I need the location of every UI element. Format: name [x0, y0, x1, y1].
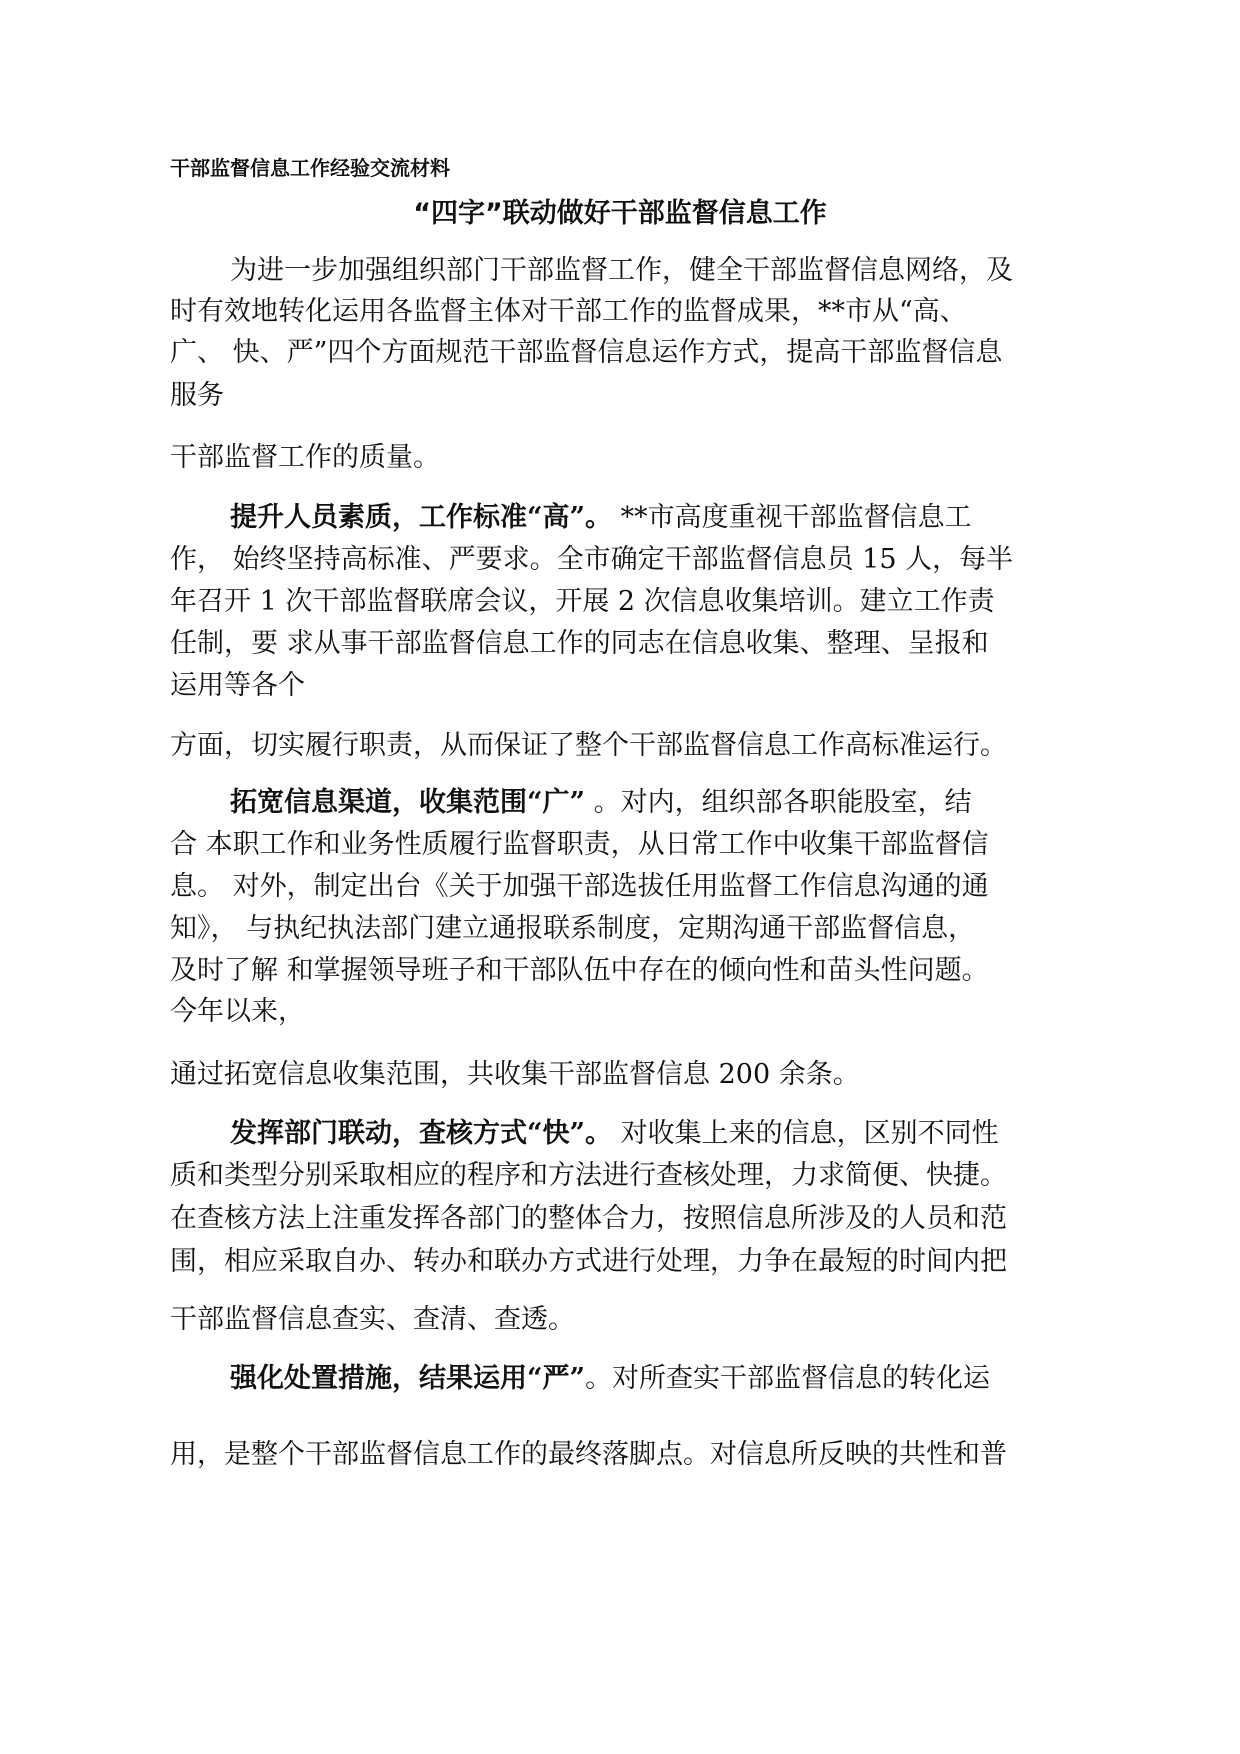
section-guang-line-7: 通过拓宽信息收集范围，共收集干部监督信息 200 余条。 — [170, 1059, 860, 1090]
section-guang-line-3: 息。 对外，制定出台《关于加强干部选拔任用监督工作信息沟通的通 — [170, 871, 989, 902]
section-guang-heading: 拓宽信息渠道，收集范围“广” — [230, 787, 586, 818]
intro-line-1: 为进一步加强组织部门干部监督工作，健全干部监督信息网络，及 — [230, 255, 1013, 286]
intro-line-5: 干部监督工作的质量。 — [170, 442, 440, 473]
section-kuai-line-3: 在查核方法上注重发挥各部门的整体合力，按照信息所涉及的人员和范 — [170, 1203, 1007, 1234]
document-header-label: 干部监督信息工作经验交流材料 — [170, 156, 450, 180]
section-kuai-line-5: 干部监督信息查实、查清、查透。 — [170, 1304, 575, 1335]
intro-line-2: 时有效地转化运用各监督主体对干部工作的监督成果，**市从“高、 — [170, 296, 967, 327]
section-guang-line-4: 知》， 与执纪执法部门建立通报联系制度，定期沟通干部监督信息， — [170, 913, 976, 944]
section-gao-line-3: 年召开 1 次干部监督联席会议，开展 2 次信息收集培训。建立工作责 — [170, 586, 995, 617]
section-gao-line-2: 作， 始终坚持高标准、严要求。全市确定干部监督信息员 15 人，每半 — [170, 544, 1014, 575]
section-guang-first-line-rest: 。对内，组织部各职能股室，结 — [585, 787, 972, 818]
section-guang-line-2: 合 本职工作和业务性质履行监督职责，从日常工作中收集干部监督信 — [170, 829, 989, 860]
section-gao-line-5: 运用等各个 — [170, 670, 305, 701]
section-guang-line-5: 及时了解 和掌握领导班子和干部队伍中存在的倾向性和苗头性问题。 — [170, 955, 989, 986]
section-guang-first-line — [230, 785, 972, 821]
section-kuai-line-2: 质和类型分别采取相应的程序和方法进行查核处理，力求简便、快捷。 — [170, 1160, 1007, 1191]
section-kuai-first-line-rest: 对收集上来的信息，区别不同性 — [612, 1118, 999, 1149]
section-gao-line-4: 任制，要 求从事干部监督信息工作的同志在信息收集、整理、呈报和 — [170, 628, 989, 659]
intro-line-3: 广、 快、严”四个方面规范干部监督信息运作方式，提高干部监督信息 — [170, 337, 1003, 368]
document-title: “四字”联动做好干部监督信息工作 — [413, 198, 827, 229]
section-kuai-first-line — [230, 1116, 999, 1152]
section-gao-line-6: 方面，切实履行职责，从而保证了整个干部监督信息工作高标准运行。 — [170, 730, 1007, 761]
section-kuai-heading: 发挥部门联动，查核方式“快”。 — [230, 1118, 613, 1149]
section-yan-first-line — [230, 1361, 990, 1397]
section-yan-line-2: 用，是整个干部监督信息工作的最终落脚点。对信息所反映的共性和普 — [170, 1439, 1007, 1470]
section-guang-line-6: 今年以来， — [170, 996, 305, 1027]
section-gao-heading: 提升人员素质，工作标准“高”。 — [230, 502, 613, 533]
section-gao-first-line-rest: **市高度重视干部监督信息工 — [612, 502, 972, 533]
intro-line-4: 服务 — [170, 380, 224, 411]
section-kuai-line-4: 围，相应采取自办、转办和联办方式进行处理，力争在最短的时间内把 — [170, 1246, 1007, 1277]
section-yan-first-line-rest: 。对所查实干部监督信息的转化运 — [585, 1363, 991, 1394]
section-gao-first-line — [230, 500, 972, 536]
section-yan-heading: 强化处置措施，结果运用“严” — [230, 1363, 586, 1394]
